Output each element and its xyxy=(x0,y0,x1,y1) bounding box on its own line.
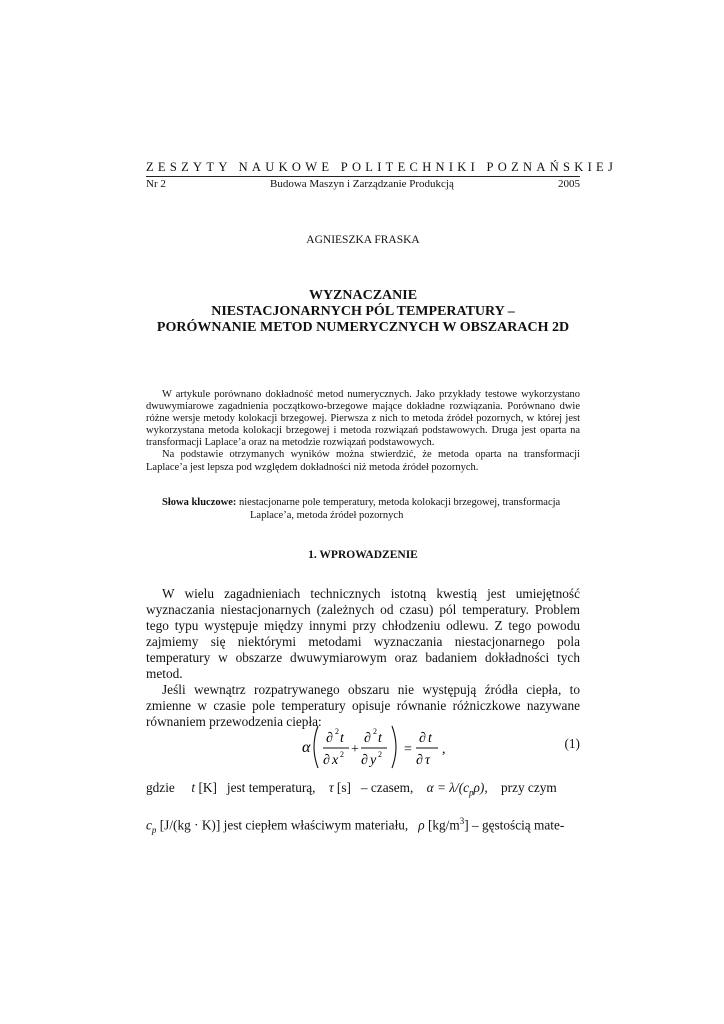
journal-year: 2005 xyxy=(558,178,580,190)
journal-series: ZESZYTY NAUKOWE POLITECHNIKI POZNAŃSKIEJ xyxy=(146,160,618,174)
title-line-2: NIESTACJONARNYCH PÓL TEMPERATURY – xyxy=(211,304,515,319)
equation-1 xyxy=(146,722,580,772)
eq-t-1: t xyxy=(340,731,344,746)
section-heading: 1. WPROWADZENIE xyxy=(308,549,418,561)
def-cp-desc: jest ciepłem właściwym materiału, xyxy=(223,817,409,833)
def-t-symbol: t xyxy=(191,780,196,795)
def-cp-symbol: c xyxy=(146,817,152,833)
def-przy-czym: przy czym xyxy=(500,780,557,795)
eq-plus: + xyxy=(351,742,359,757)
eq-comma: , xyxy=(442,742,446,757)
issue-number: Nr 2 xyxy=(146,178,166,190)
eq-sup-4: 2 xyxy=(378,750,382,759)
intro-paragraph-2: Jeśli wewnątrz rozpatrywanego obszaru nie występują źródła ciepła, to zmienne w czasie pole temperatury opisuje równanie różniczkowe nazywane równaniem przewodzenia ciepła: xyxy=(146,682,580,729)
eq-partial-2: ∂ xyxy=(323,753,330,768)
intro-paragraph-1: W wielu zagadnieniach technicznych istotną kwestią jest umiejętność wyznaczania niestacjonarnych (zależnych od czasu) pól temperatury. Problem tego typu występuje między innymi przy chłodzeniu odlewu. Z tego powodu zajmiemy się niektórymi metodami wyznaczania niestacjonarnego pola temperatury w obszarze dwuwymiarowym oraz badaniem dokładności tych metod. xyxy=(146,586,580,681)
header-rule xyxy=(146,176,580,177)
def-rho-exp: 3 xyxy=(459,815,465,826)
def-alpha-rho: ρ), xyxy=(473,780,488,795)
introduction-text xyxy=(146,586,580,730)
eq-sup-2: 2 xyxy=(340,750,344,759)
def-rho-unit: [kg/m xyxy=(427,817,460,833)
eq-x: x xyxy=(332,753,339,768)
def-t-unit: [K] xyxy=(198,780,217,795)
keywords-line-2: Laplace’a, metoda źródeł pozornych xyxy=(250,510,404,521)
def-rho-desc: – gęstością mate- xyxy=(471,817,565,833)
def-alpha-p: p xyxy=(469,787,474,798)
title-line-3: PORÓWNANIE METOD NUMERYCZNYCH W OBSZARACH 2D xyxy=(156,320,570,335)
eq-partial-3: ∂ xyxy=(364,731,371,746)
def-cp-unit: [J/(kg · K)] xyxy=(159,817,221,833)
eq-sup-1: 2 xyxy=(335,727,339,736)
eq-sup-3: 2 xyxy=(373,727,377,736)
def-alpha: α = λ/(c xyxy=(426,780,470,795)
abstract-paragraph-1: W artykule porównano dokładność metod numerycznych. Jako przykłady testowe wykorzystano dwuwymiarowe zagadnienia początkowo-brzegowe mające dokładne rozwiązania. Porównano dwie różne wersje metody kolokacji brzegowej. Pierwsza z nich to metoda źródeł pozornych, w której jest wykorzystana metoda kolokacji brzegowej i metoda rozwiązań podstawowych. Druga jest oparta na transformacji Laplace’a oraz na metodzie rozwiązań podstawowych. xyxy=(146,389,580,449)
def-tau-desc: – czasem, xyxy=(360,780,414,795)
author-name: AGNIESZKA FRASKA xyxy=(306,234,420,246)
definitions-text xyxy=(146,774,580,844)
def-gdzie: gdzie xyxy=(146,780,175,795)
abstract-paragraph-2: Na podstawie otrzymanych wyników można stwierdzić, że metoda oparta na transformacji Laplace’a jest lepsza pod względem dokładności niż metoda źródeł pozornych. xyxy=(146,449,580,473)
heat-equation xyxy=(146,722,580,772)
abstract xyxy=(146,389,580,474)
eq-partial-5: ∂ xyxy=(419,731,426,746)
eq-y: y xyxy=(370,753,377,768)
eq-t-3: t xyxy=(428,731,432,746)
eq-equals: = xyxy=(404,742,412,757)
eq-tau: τ xyxy=(425,753,431,768)
def-tau-symbol: τ xyxy=(328,780,334,795)
paper-title xyxy=(130,288,596,336)
eq-t-2: t xyxy=(378,731,382,746)
eq-partial-1: ∂ xyxy=(326,731,333,746)
def-tau-unit: [s] xyxy=(336,780,351,795)
keywords-line-1: niestacjonarne pole temperatury, metoda kolokacji brzegowej, transformacja xyxy=(239,497,561,508)
def-rho-symbol: ρ xyxy=(418,817,425,833)
journal-name: Budowa Maszyn i Zarządzanie Produkcją xyxy=(269,178,454,190)
eq-partial-6: ∂ xyxy=(416,753,423,768)
def-rho-unit-close: ] xyxy=(464,817,469,833)
eq-alpha: α xyxy=(302,739,311,756)
def-t-desc: jest temperaturą, xyxy=(226,780,316,795)
journal-subheader xyxy=(146,178,580,190)
def-cp-sub: p xyxy=(151,824,157,835)
keywords-label: Słowa kluczowe: xyxy=(162,497,237,508)
eq-partial-4: ∂ xyxy=(361,753,368,768)
equation-number: (1) xyxy=(564,736,580,751)
keywords xyxy=(162,496,580,522)
title-line-1: WYZNACZANIE xyxy=(308,288,418,303)
